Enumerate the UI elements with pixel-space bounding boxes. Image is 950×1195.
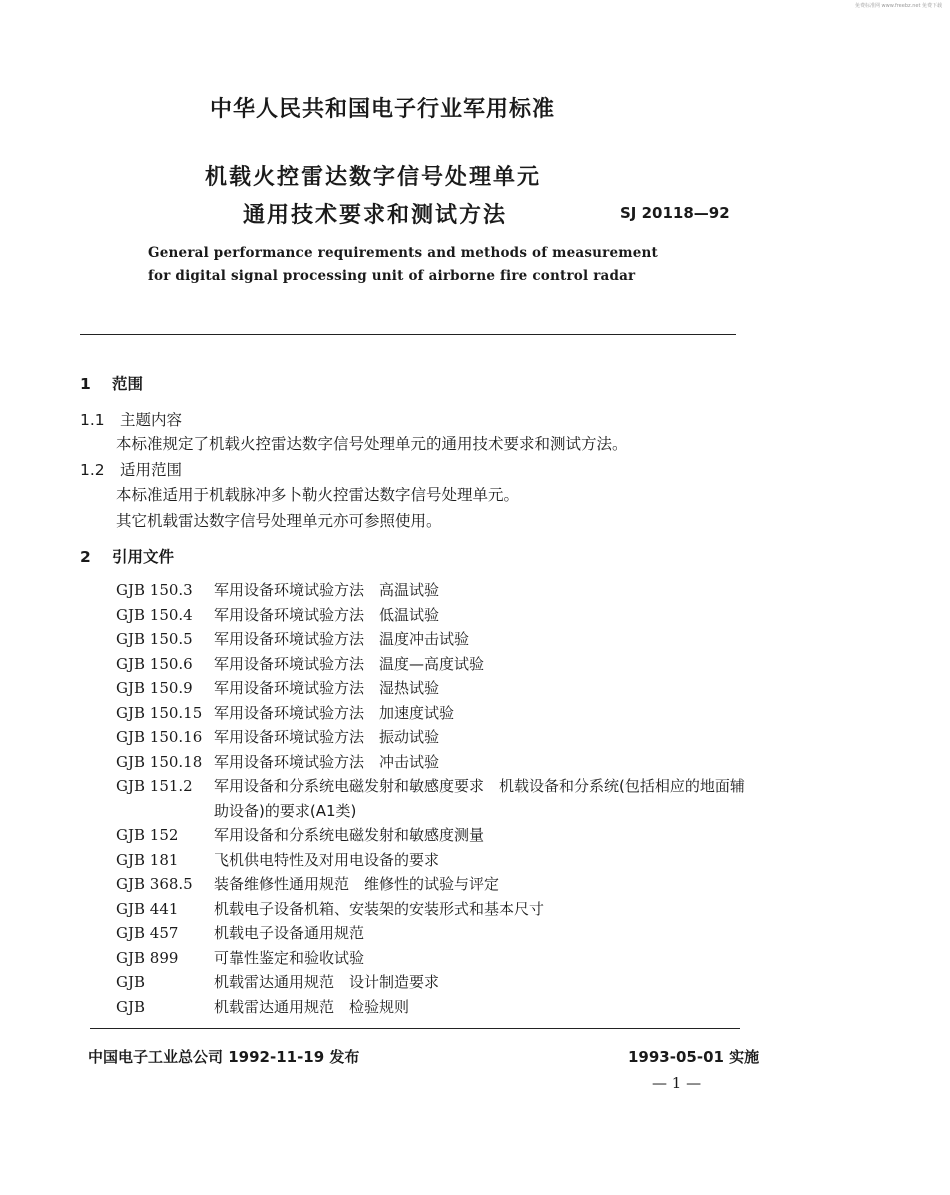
section-number: 2 [80,548,91,566]
reference-title: 军用设备环境试验方法 温度冲击试验 [214,630,470,648]
english-title-line-2: for digital signal processing unit of airborne fire control radar [148,268,636,284]
reference-code: GJB 457 [116,924,179,942]
reference-title: 军用设备和分系统电磁发射和敏感度测量 [214,826,485,844]
subsection-title: 主题内容 [120,411,183,429]
reference-item [116,676,756,701]
reference-code: GJB 152 [116,826,179,844]
reference-code: GJB 368.5 [116,875,193,893]
subsection-1-2-heading [80,458,182,480]
reference-title: 军用设备环境试验方法 加速度试验 [214,703,455,722]
issue-info: 中国电子工业总公司 1992-11-19 发布 [88,1048,360,1066]
reference-item [116,774,756,823]
reference-code: GJB 150.6 [116,654,193,673]
section-number: 1 [80,375,91,393]
reference-title: 可靠性鉴定和验收试验 [214,948,365,967]
reference-title: 军用设备环境试验方法 高温试验 [214,581,440,599]
reference-item [116,872,756,897]
reference-title: 机载雷达通用规范 设计制造要求 [214,973,440,991]
reference-item [116,921,756,946]
section-1-heading [80,372,143,394]
reference-code: GJB 151.2 [116,777,193,795]
reference-item [116,652,756,677]
subsection-number: 1.2 [80,461,105,479]
reference-code: GJB 150.5 [116,630,193,648]
reference-code: GJB [116,973,146,991]
effective-date: 1993-05-01 实施 [628,1048,760,1066]
standard-number: SJ 20118—92 [620,204,730,222]
corner-watermark: 免费标准网 www.freebz.net 免费下载 [854,3,942,9]
reference-item [116,578,756,603]
reference-title: 军用设备环境试验方法 温度—高度试验 [214,654,485,673]
reference-title: 飞机供电特性及对用电设备的要求 [214,850,440,869]
subsection-number: 1.1 [80,411,105,429]
reference-code: GJB 150.15 [116,703,203,722]
reference-title: 机载电子设备机箱、安装架的安装形式和基本尺寸 [214,899,545,918]
reference-code: GJB [116,997,146,1016]
reference-code: GJB 150.4 [116,605,193,624]
page-number: — 1 — [652,1074,702,1092]
reference-code: GJB 150.18 [116,752,203,771]
reference-title: 军用设备环境试验方法 湿热试验 [214,679,440,697]
reference-title: 军用设备环境试验方法 冲击试验 [214,752,440,771]
reference-code: GJB 899 [116,948,179,967]
reference-code: GJB 181 [116,850,179,869]
reference-title: 机载雷达通用规范 检验规则 [214,997,410,1016]
title-line-2: 通用技术要求和测试方法 [243,203,508,228]
section-title: 引用文件 [112,548,175,566]
subsection-title: 适用范围 [120,461,183,479]
reference-item [116,750,756,775]
top-divider [80,334,736,335]
section-title: 范围 [112,375,144,393]
paragraph-1-2-b: 其它机载雷达数字信号处理单元亦可参照使用。 [116,512,442,530]
title-line-1: 机载火控雷达数字信号处理单元 [205,165,542,190]
reference-code: GJB 150.3 [116,581,193,599]
reference-item [116,725,756,750]
paragraph-1-2-a: 本标准适用于机载脉冲多卜勒火控雷达数字信号处理单元。 [116,486,520,504]
english-title-line-1: General performance requirements and methods of measurement [148,245,658,261]
reference-code: GJB 150.9 [116,679,193,697]
reference-title: 军用设备和分系统电磁发射和敏感度要求 机载设备和分系统(包括相应的地面辅助设备)的要求(A1类) [214,777,745,820]
reference-title: 装备维修性通用规范 维修性的试验与评定 [214,875,500,893]
reference-item [116,995,756,1020]
reference-code: GJB 441 [116,899,179,918]
bottom-divider [90,1028,740,1029]
section-2-heading [80,545,174,567]
reference-code: GJB 150.16 [116,728,203,746]
subsection-1-1-heading [80,408,182,430]
standard-category-header: 中华人民共和国电子行业军用标准 [210,97,556,122]
reference-item [116,701,756,726]
reference-list [116,578,756,1019]
reference-title: 军用设备环境试验方法 低温试验 [214,605,440,624]
paragraph-1-1: 本标准规定了机载火控雷达数字信号处理单元的通用技术要求和测试方法。 [116,435,628,453]
reference-title: 军用设备环境试验方法 振动试验 [214,728,440,746]
reference-item [116,603,756,628]
reference-item [116,970,756,995]
reference-item [116,627,756,652]
reference-item [116,946,756,971]
reference-item [116,823,756,848]
reference-item [116,897,756,922]
reference-item [116,848,756,873]
reference-title: 机载电子设备通用规范 [214,924,365,942]
